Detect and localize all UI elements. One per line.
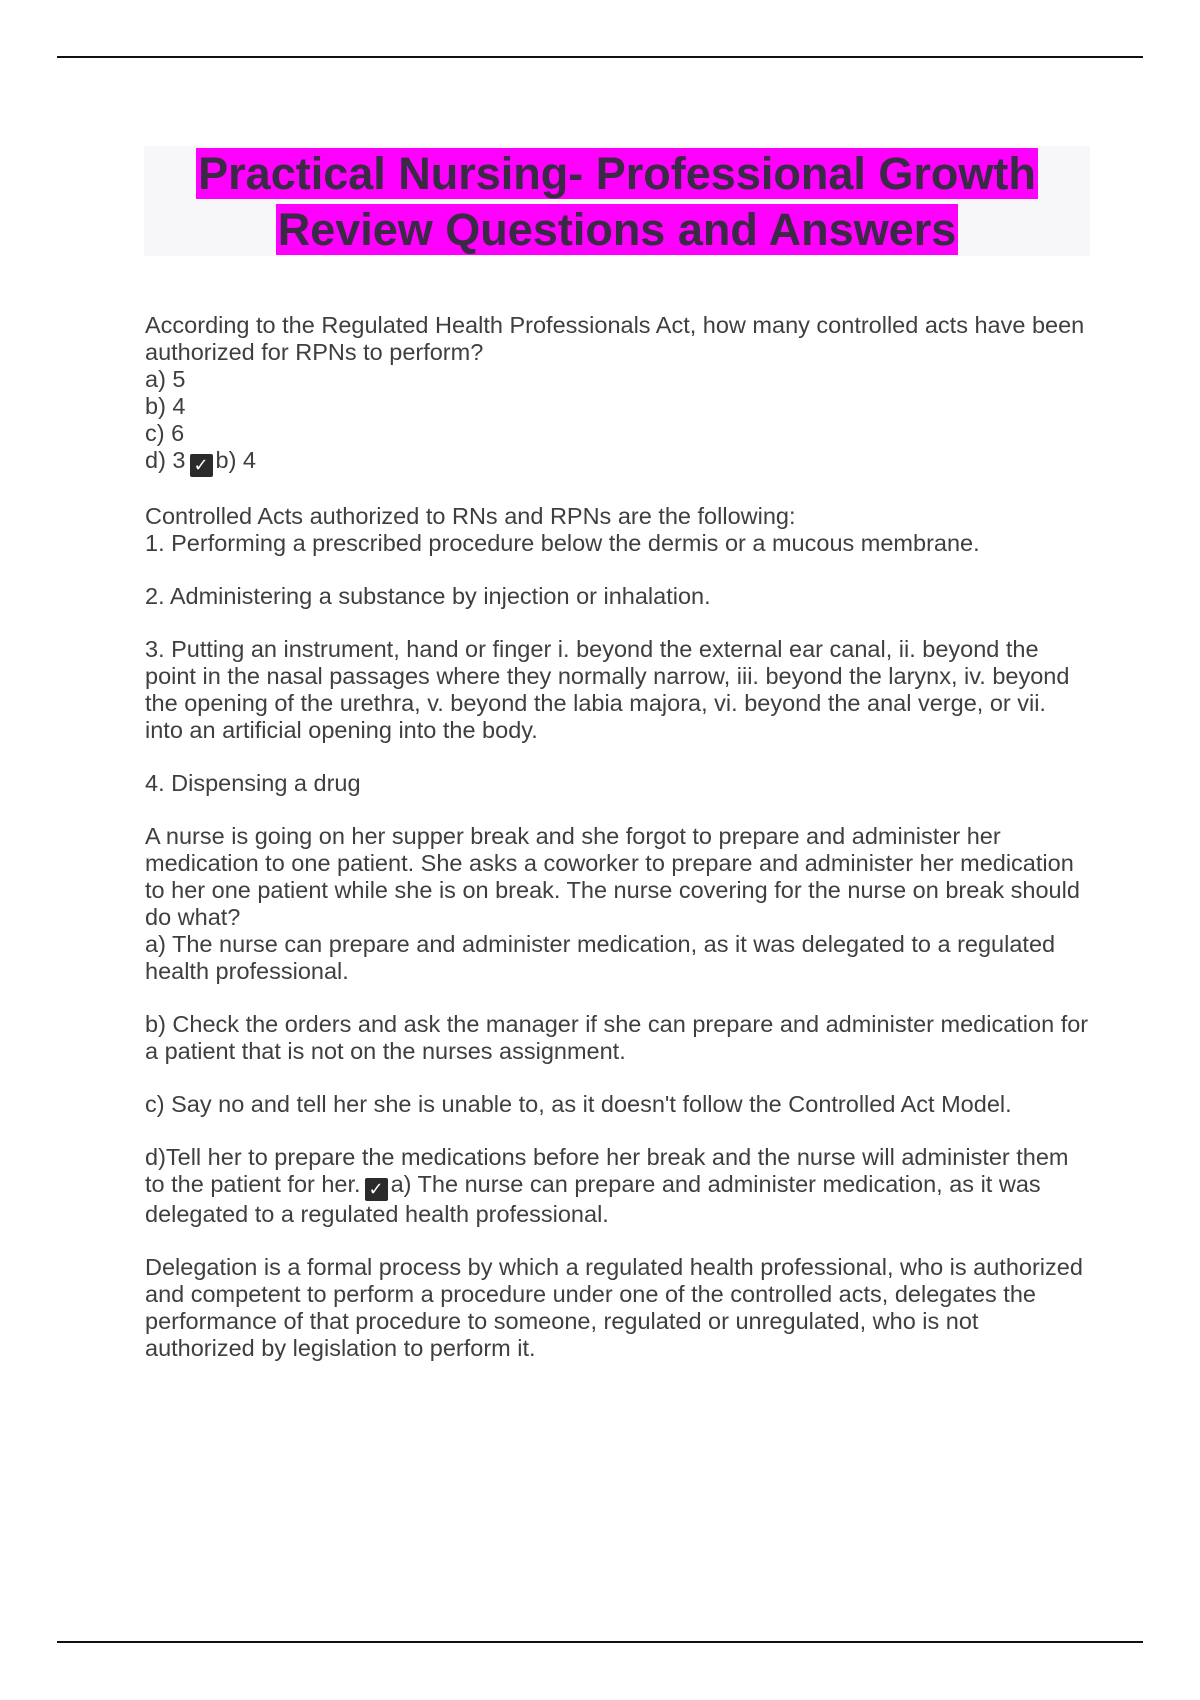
question-2: [145, 823, 1090, 985]
option-d-with-answer: [145, 1144, 1090, 1228]
checkmark-icon: ✓: [365, 1178, 388, 1201]
answer: b) 4: [215, 447, 256, 473]
option-b: b) Check the orders and ask the manager if she can prepare and administer medication for a patient that is not on the nurses assignment.: [145, 1011, 1089, 1064]
option-d-with-answer: [145, 447, 1090, 477]
document-body: [145, 312, 1090, 1362]
explanation-1: [145, 503, 1090, 557]
explanation-item-3: 3. Putting an instrument, hand or finger i. beyond the external ear canal, ii. beyond the point in the nasal passages where they normally narrow, iii. beyond the larynx, iv. beyond the opening of the urethra, v. beyond the labia majora, vi. beyond the anal verge, or vii. into an artificial opening into the body.: [145, 636, 1070, 743]
option-a: a) The nurse can prepare and administer medication, as it was delegated to a regulated health professional.: [145, 931, 1056, 984]
option-c: c) Say no and tell her she is unable to, as it doesn't follow the Controlled Act Model.: [145, 1091, 1012, 1117]
explanation-2: Delegation is a formal process by which a regulated health professional, who is authorized and competent to perform a procedure under one of the controlled acts, delegates the performance of that procedure to someone, regulated or unregulated, who is not authorized by legislation to perform it.: [145, 1254, 1083, 1361]
question-1: [145, 312, 1090, 477]
header-rule: [57, 56, 1143, 58]
question-text: A nurse is going on her supper break and she forgot to prepare and administer her medication to one patient. She asks a coworker to prepare and administer her medication to her one patient while she is on break. The nurse covering for the nurse on break should do what?: [145, 823, 1080, 930]
title-line-2: Review Questions and Answers: [277, 204, 957, 255]
checkmark-icon: ✓: [190, 454, 213, 477]
option-a: a) 5: [145, 366, 186, 392]
title-line-1: Practical Nursing- Professional Growth: [198, 148, 1036, 199]
explanation-item-1: 1. Performing a prescribed procedure below the dermis or a mucous membrane.: [145, 530, 980, 556]
footer-rule: [57, 1641, 1143, 1643]
option-c: c) 6: [145, 420, 185, 446]
question-text: According to the Regulated Health Professionals Act, how many controlled acts have been authorized for RPNs to perform?: [145, 312, 1085, 365]
option-b: b) 4: [145, 393, 186, 419]
option-d: d)Tell her to prepare the medications before her break and the nurse will administer them to the patient for her.: [145, 1144, 1069, 1197]
answer: a) The nurse can prepare and administer medication, as it was delegated to a regulated health professional.: [145, 1171, 1041, 1227]
document-title: [144, 146, 1090, 256]
explanation-intro: Controlled Acts authorized to RNs and RPNs are the following:: [145, 503, 796, 529]
explanation-item-4: 4. Dispensing a drug: [145, 770, 361, 796]
explanation-item-2: 2. Administering a substance by injection or inhalation.: [145, 583, 711, 609]
option-d: d) 3: [145, 447, 186, 473]
